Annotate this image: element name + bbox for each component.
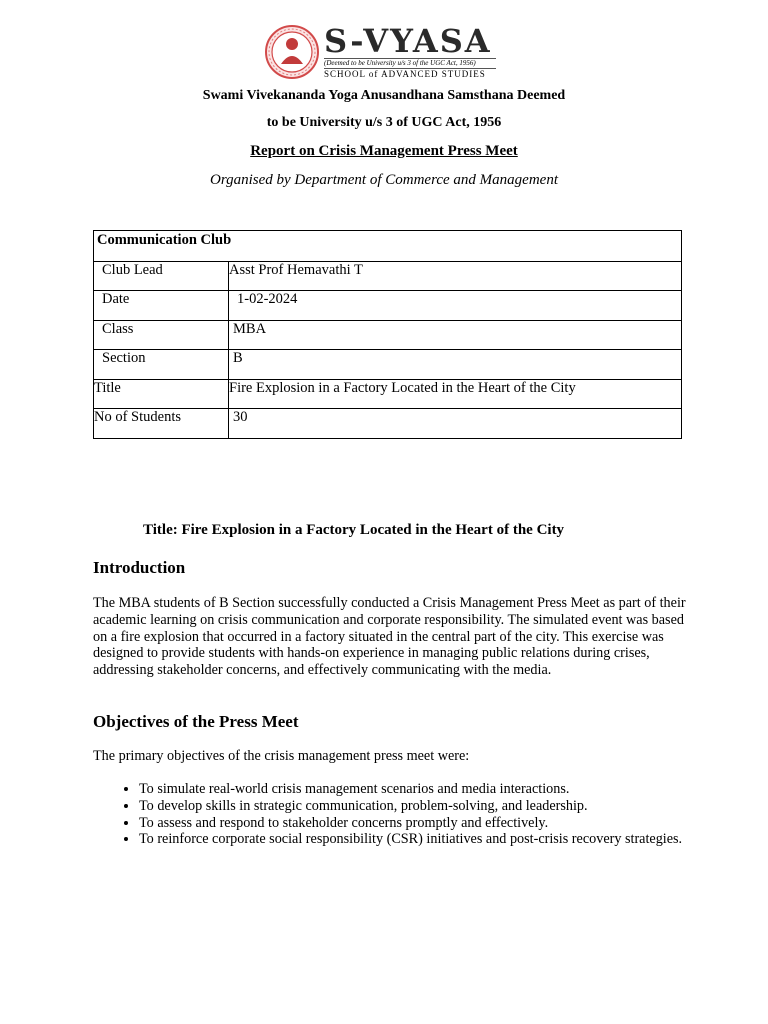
row-label-date: Date	[94, 291, 229, 321]
list-item: • To assess and respond to stakeholder concerns promptly and effectively.	[139, 815, 739, 832]
list-item: • To develop skills in strategic communication, problem-solving, and leadership.	[139, 798, 739, 815]
table-heading: Communication Club	[94, 231, 682, 262]
table-heading-row	[94, 231, 682, 262]
seal-emblem-icon	[264, 24, 320, 80]
organiser-line: Organised by Department of Commerce and Management	[210, 172, 558, 188]
table-row	[94, 350, 682, 380]
row-label-club-lead: Club Lead	[94, 261, 229, 291]
info-table	[93, 230, 682, 439]
logo-tagline: (Deemed to be University u/s 3 of the UGC Act, 1956)	[324, 58, 496, 69]
row-value-title: Fire Explosion in a Factory Located in the Heart of the City	[229, 379, 682, 409]
logo-brand: S-VYASA	[324, 22, 492, 60]
list-item: • To simulate real-world crisis management scenarios and media interactions.	[139, 781, 739, 798]
row-label-students: No of Students	[94, 409, 229, 439]
row-value-date: 1-02-2024	[229, 291, 682, 321]
introduction-paragraph: The MBA students of B Section successfully conducted a Crisis Management Press Meet as part of their academic learning on crisis communication and corporate responsibility. The simulated event was based on a fire explosion that occurred in a factory situated in the central part of the city. This exercise was designed to provide students with hands-on experience in managing public relations during crises, addressing stakeholder concerns, and effectively communicating with the media.	[93, 595, 686, 679]
university-logo	[264, 24, 504, 80]
table-row	[94, 291, 682, 321]
table-row	[94, 409, 682, 439]
university-name-line1: Swami Vivekananda Yoga Anusandhana Samsthana Deemed	[202, 88, 566, 103]
introduction-heading: Introduction	[93, 558, 186, 577]
objectives-intro: The primary objectives of the crisis management press meet were:	[93, 748, 470, 764]
table-row	[94, 261, 682, 291]
row-value-class: MBA	[229, 320, 682, 350]
row-label-section: Section	[94, 350, 229, 380]
document-title: Title: Fire Explosion in a Factory Located in the Heart of the City	[143, 522, 565, 538]
list-item: • To reinforce corporate social responsibility (CSR) initiatives and post-crisis recovery strategies.	[139, 831, 739, 848]
university-name-line2: to be University u/s 3 of UGC Act, 1956	[266, 115, 502, 130]
row-value-students: 30	[229, 409, 682, 439]
row-label-title: Title	[94, 379, 229, 409]
report-title: Report on Crisis Management Press Meet	[250, 143, 518, 159]
row-value-club-lead: Asst Prof Hemavathi T	[229, 261, 682, 291]
logo-school: SCHOOL of ADVANCED STUDIES	[324, 69, 486, 79]
table-row	[94, 320, 682, 350]
row-label-class: Class	[94, 320, 229, 350]
objectives-list	[93, 781, 739, 848]
table-row	[94, 379, 682, 409]
row-value-section: B	[229, 350, 682, 380]
objectives-heading: Objectives of the Press Meet	[93, 712, 299, 731]
